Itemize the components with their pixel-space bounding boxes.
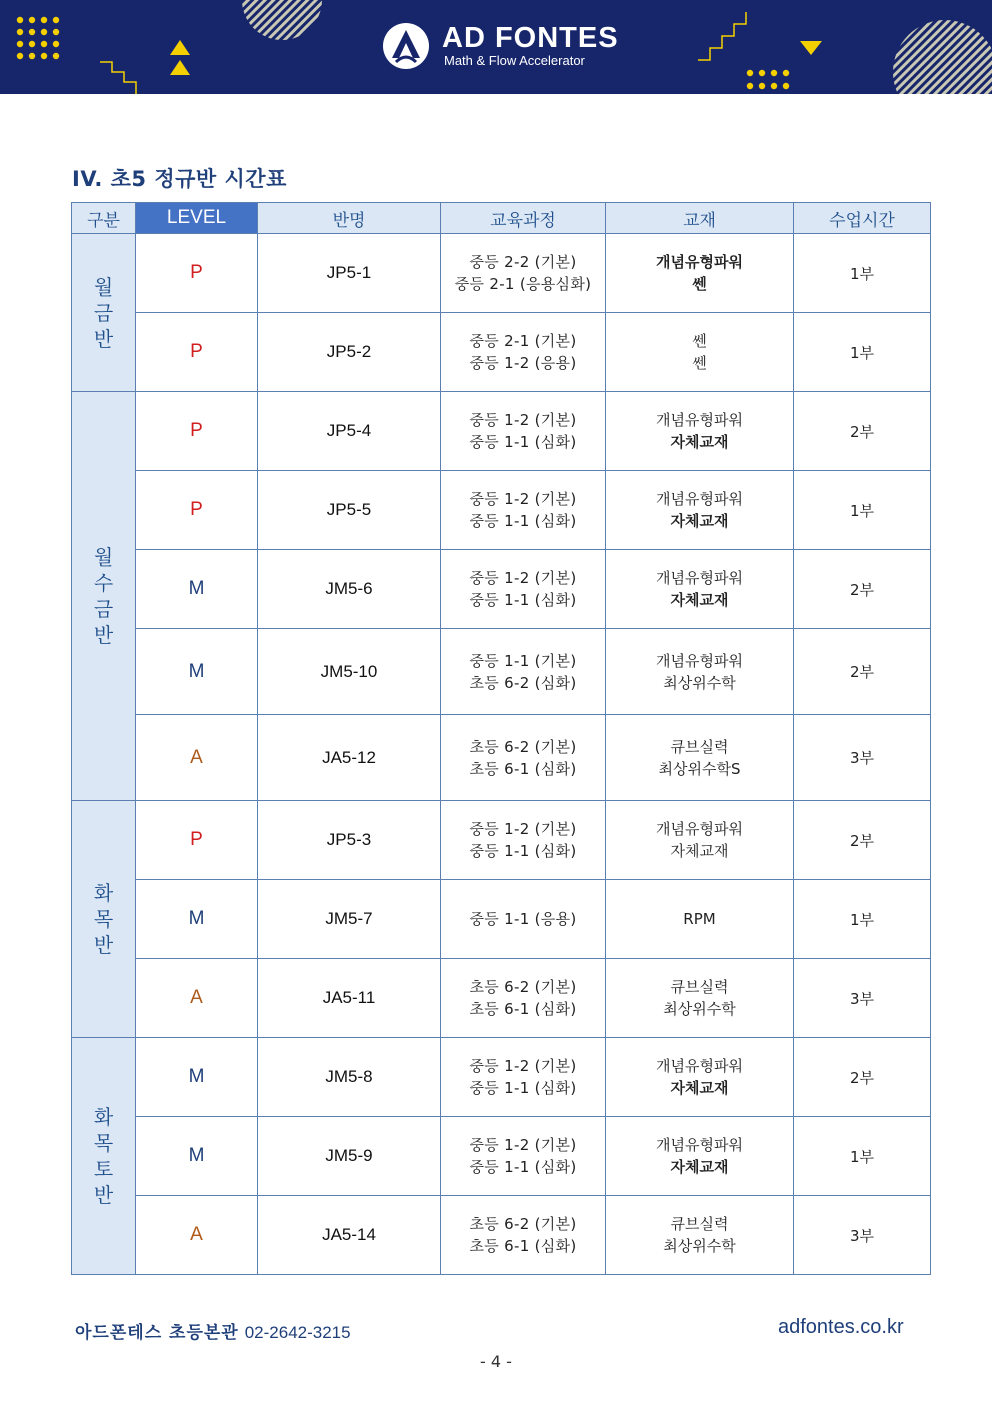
class-name-cell: JP5-5 [258,471,441,550]
header-category: 구분 [72,203,136,234]
table-row [72,313,931,392]
curriculum-cell: 중등 2-2 (기본) 중등 2-1 (응용심화) [441,234,606,313]
curriculum-cell: 중등 1-2 (기본) 중등 1-1 (심화) [441,801,606,880]
class-name-cell: JM5-8 [258,1038,441,1117]
group-label: 화목토반 [93,1105,114,1207]
curriculum-cell: 중등 1-2 (기본) 중등 1-1 (심화) [441,1038,606,1117]
textbook-cell: 개념유형파워 자체교재 [606,1038,794,1117]
class-name-cell: JM5-10 [258,629,441,715]
curriculum-cell: 중등 2-1 (기본) 중등 1-2 (응용) [441,313,606,392]
curriculum-cell: 초등 6-2 (기본) 초등 6-1 (심화) [441,959,606,1038]
class-name-cell: JA5-14 [258,1196,441,1275]
class-name-cell: JP5-1 [258,234,441,313]
header-textbook: 교재 [606,203,794,234]
footer-org: 아드폰테스 초등본관 [75,1323,239,1343]
textbook-cell: 큐브실력 최상위수학S [606,715,794,801]
time-cell: 3부 [794,715,931,801]
level-cell: M [136,1038,258,1117]
textbook-cell: 쎈 쎈 [606,313,794,392]
table-row [72,715,931,801]
time-cell: 3부 [794,1196,931,1275]
class-name-cell: JA5-12 [258,715,441,801]
time-cell: 1부 [794,880,931,959]
textbook-cell: 개념유형파워 자체교재 [606,1117,794,1196]
time-cell: 2부 [794,629,931,715]
table-row [72,234,931,313]
class-name-cell: JM5-6 [258,550,441,629]
header-class-time: 수업시간 [794,203,931,234]
time-cell: 1부 [794,234,931,313]
level-cell: M [136,550,258,629]
class-name-cell: JP5-4 [258,392,441,471]
class-name-cell: JP5-3 [258,801,441,880]
level-cell: P [136,392,258,471]
table-header-row [72,203,931,234]
time-cell: 2부 [794,550,931,629]
textbook-cell: 개념유형파워 자체교재 [606,801,794,880]
table-row [72,550,931,629]
footer-contact [75,1318,351,1343]
textbook-cell: 개념유형파워 최상위수학 [606,629,794,715]
level-cell: M [136,880,258,959]
section-title: IV. 초5 정규반 시간표 [72,167,287,191]
header-level: LEVEL [136,203,258,234]
table-row [72,959,931,1038]
table-row [72,1038,931,1117]
brand-name: AD FONTES [442,22,619,54]
table-row [72,471,931,550]
textbook-cell: 개념유형파워 자체교재 [606,550,794,629]
textbook-cell: 개념유형파워 자체교재 [606,471,794,550]
group-cell [72,1038,136,1275]
level-cell: A [136,1196,258,1275]
time-cell: 3부 [794,959,931,1038]
class-name-cell: JM5-9 [258,1117,441,1196]
level-cell: A [136,959,258,1038]
table-row [72,629,931,715]
textbook-cell: 큐브실력 최상위수학 [606,959,794,1038]
textbook-cell: 개념유형파워 쎈 [606,234,794,313]
table-row [72,1196,931,1275]
header-curriculum: 교육과정 [441,203,606,234]
table-row [72,392,931,471]
brand-tagline: Math & Flow Accelerator [444,53,585,68]
time-cell: 2부 [794,801,931,880]
level-cell: M [136,629,258,715]
level-cell: P [136,313,258,392]
textbook-cell: 큐브실력 최상위수학 [606,1196,794,1275]
brand-logo-icon [382,22,430,70]
time-cell: 2부 [794,1038,931,1117]
time-cell: 2부 [794,392,931,471]
level-cell: P [136,234,258,313]
textbook-cell: RPM [606,880,794,959]
group-cell [72,234,136,392]
table-row [72,880,931,959]
level-cell: A [136,715,258,801]
curriculum-cell: 중등 1-2 (기본) 중등 1-1 (심화) [441,471,606,550]
class-name-cell: JA5-11 [258,959,441,1038]
brand [382,20,619,72]
level-cell: P [136,471,258,550]
class-name-cell: JM5-7 [258,880,441,959]
group-label: 화목반 [93,881,114,957]
page-number: - 4 - [480,1352,512,1371]
table-row [72,1117,931,1196]
time-cell: 1부 [794,1117,931,1196]
time-cell: 1부 [794,313,931,392]
header-class-name: 반명 [258,203,441,234]
time-cell: 1부 [794,471,931,550]
curriculum-cell: 중등 1-1 (기본) 초등 6-2 (심화) [441,629,606,715]
footer-phone: 02-2642-3215 [244,1323,351,1342]
curriculum-cell: 초등 6-2 (기본) 초등 6-1 (심화) [441,1196,606,1275]
level-cell: M [136,1117,258,1196]
group-cell [72,801,136,1038]
curriculum-cell: 중등 1-2 (기본) 중등 1-1 (심화) [441,1117,606,1196]
level-cell: P [136,801,258,880]
footer-website[interactable]: adfontes.co.kr [778,1316,904,1338]
curriculum-cell: 중등 1-2 (기본) 중등 1-1 (심화) [441,392,606,471]
textbook-cell: 개념유형파워 자체교재 [606,392,794,471]
curriculum-cell: 중등 1-1 (응용) [441,880,606,959]
group-label: 월수금반 [93,545,114,647]
timetable [71,202,931,1275]
group-label: 월금반 [93,274,114,351]
header-banner [0,0,992,94]
curriculum-cell: 중등 1-2 (기본) 중등 1-1 (심화) [441,550,606,629]
curriculum-cell: 초등 6-2 (기본) 초등 6-1 (심화) [441,715,606,801]
group-cell [72,392,136,801]
class-name-cell: JP5-2 [258,313,441,392]
table-row [72,801,931,880]
